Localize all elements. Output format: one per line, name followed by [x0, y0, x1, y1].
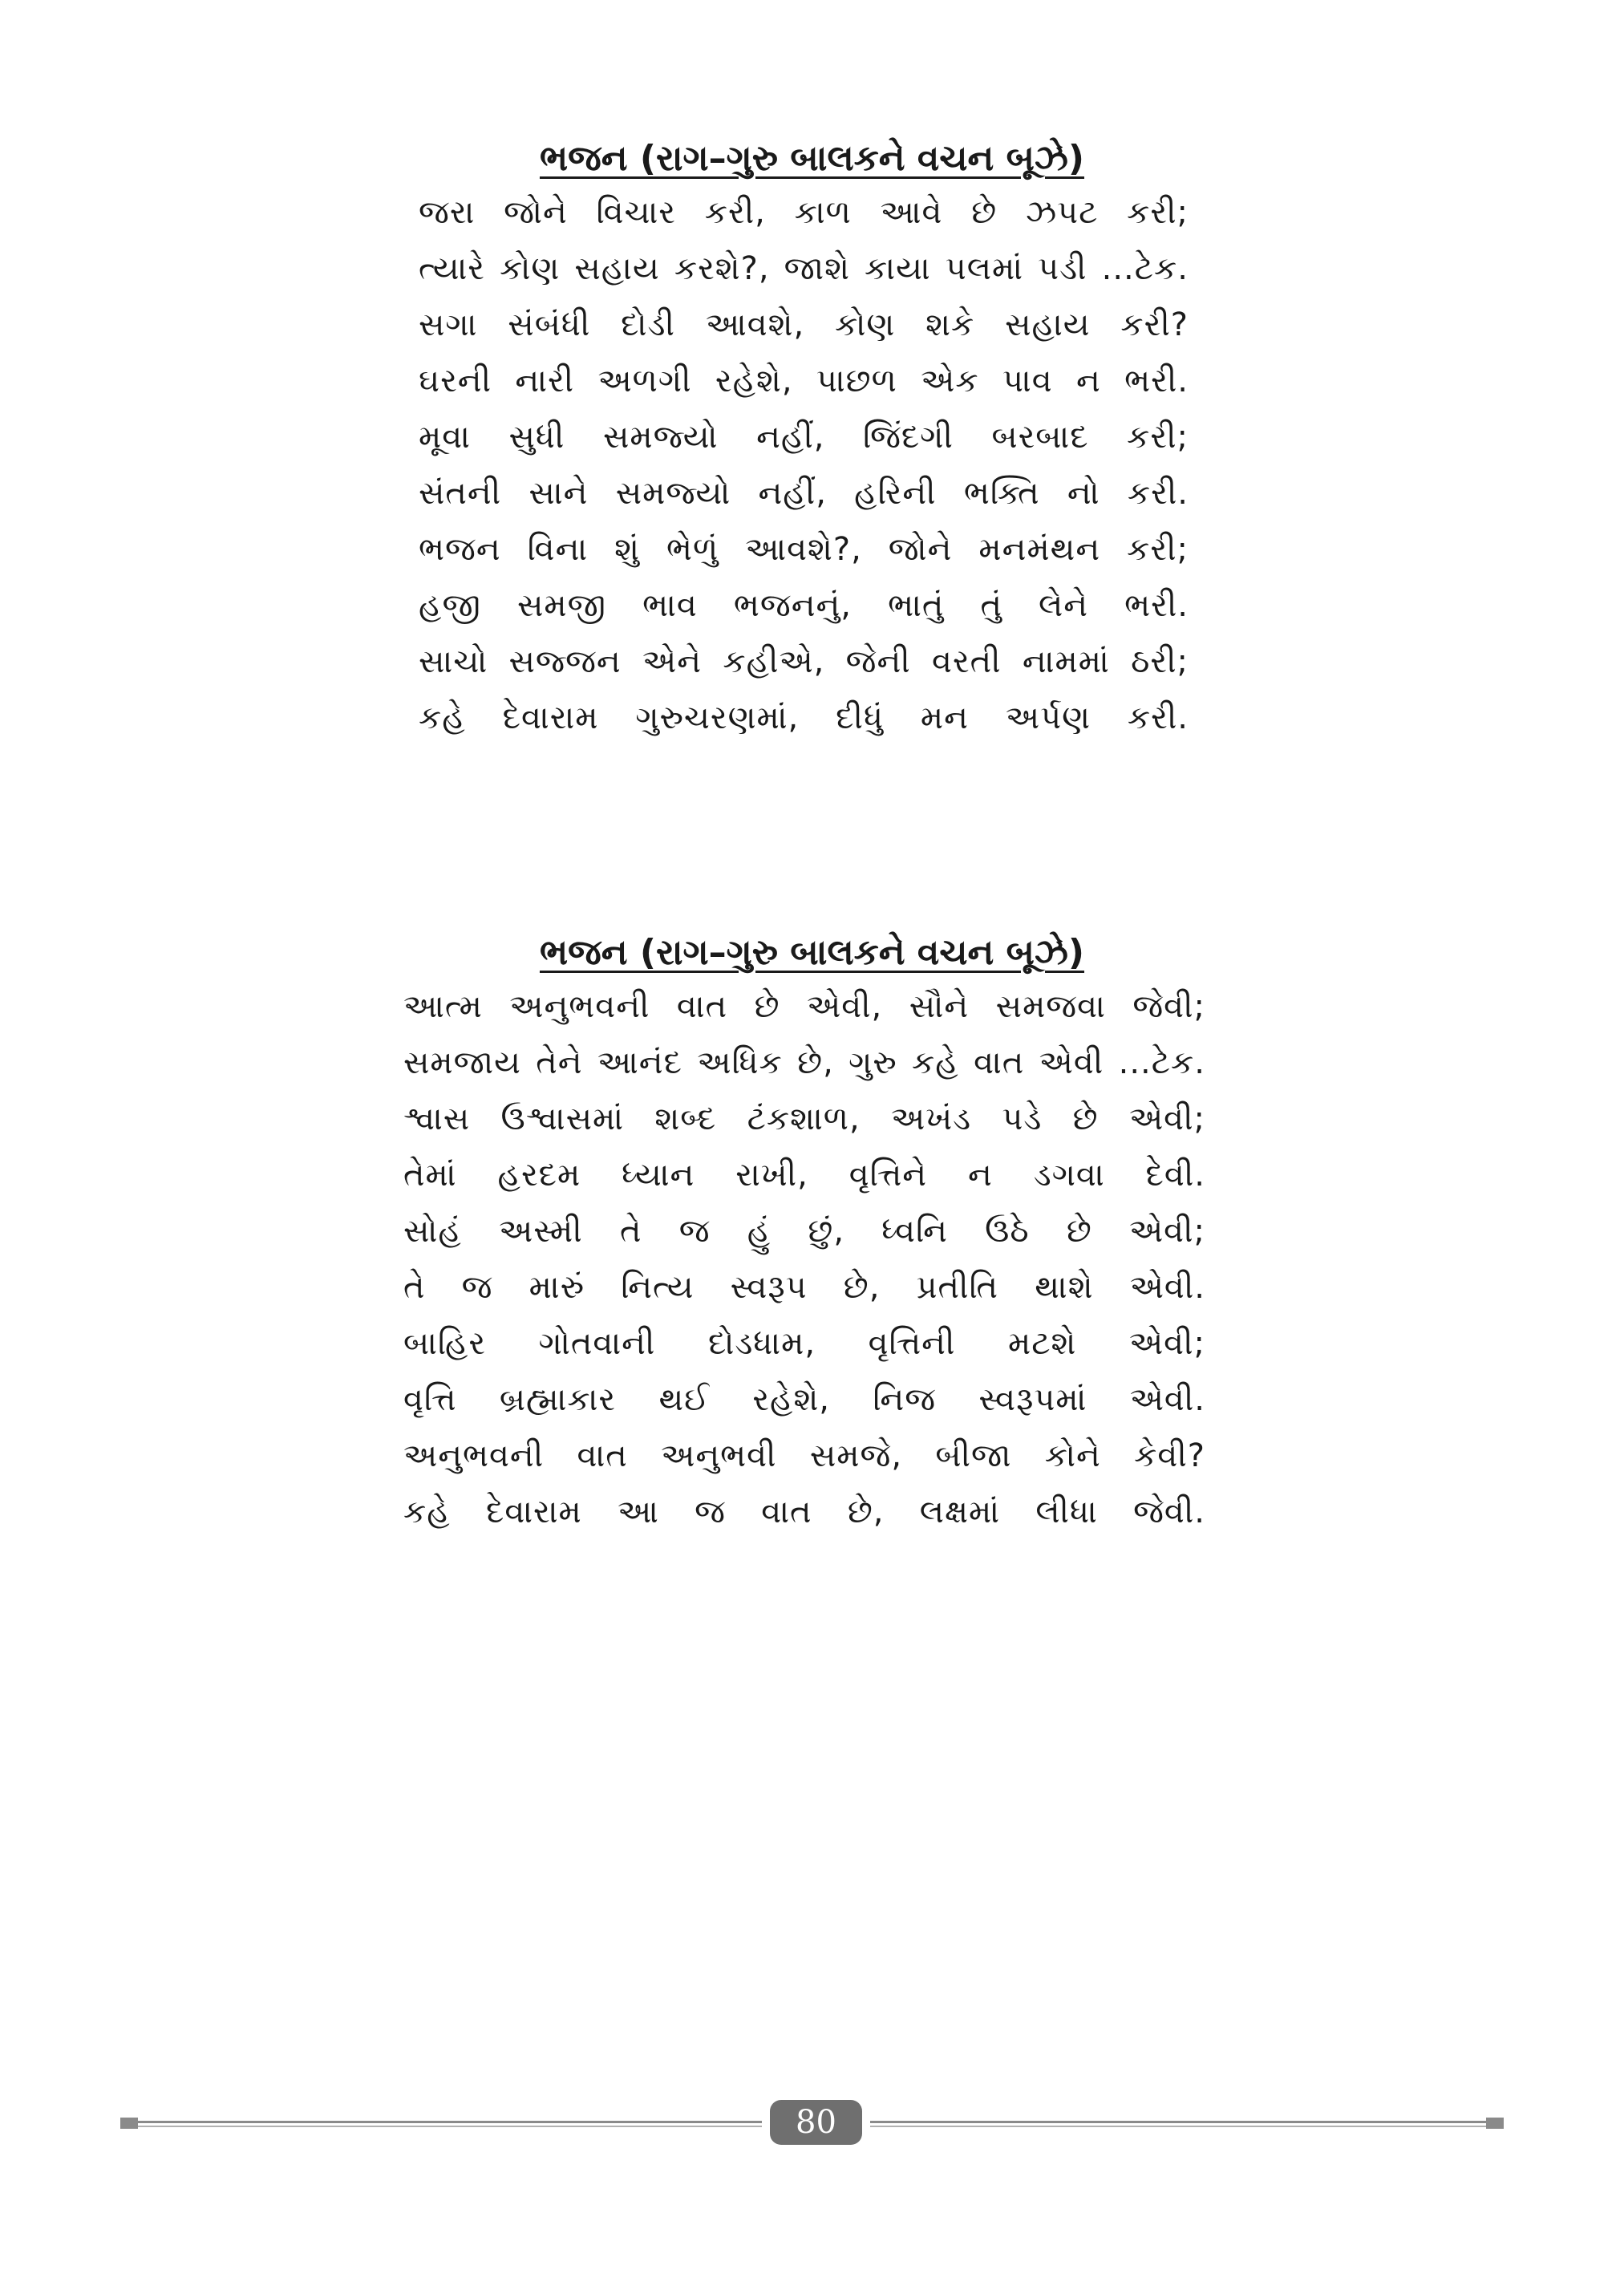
verse-line: આત્મ અનુભવની વાત છે એવી, સૌને સમજવા જેવી; [403, 988, 1205, 1025]
verse-line: અનુભવની વાત અનુભવી સમજે, બીજા કોને કેવી? [403, 1437, 1205, 1474]
bhajan-title: ભજન (રાગ–ગુરુ બાલકને વચન બૂઝે) [539, 932, 1085, 973]
bhajan-section-1 [0, 135, 1624, 746]
verse-line: ઘરની નારી અળગી રહેશે, પાછળ એક પાવ ન ભરી. [419, 363, 1189, 399]
footer-rule-left [120, 2118, 762, 2129]
verse-line: સમજાય તેને આનંદ અધિક છે, ગુરુ કહે વાત એવી ...ટેક. [403, 1044, 1205, 1081]
verse-line: સંતની સાને સમજ્યો નહીં, હરિની ભક્તિ નો કરી. [419, 475, 1189, 512]
verse-line: સગા સંબંધી દોડી આવશે, કોણ શકે સહાય કરી? [419, 306, 1189, 343]
verse-line: ભજન વિના શું ભેળું આવશે?, જોને મનમંથન કરી; [419, 531, 1189, 568]
verse-line: જરા જોને વિચાર કરી, કાળ આવે છે ઝપટ કરી; [419, 194, 1189, 231]
verse-line: મૂવા સુધી સમજ્યો નહીં, જિંદગી બરબાદ કરી; [419, 419, 1189, 456]
verse-line: હજી સમજી ભાવ ભજનનું, ભાતું તું લેને ભરી. [419, 587, 1189, 624]
page-number: 80 [770, 2100, 862, 2145]
verse-line: તે જ મારું નિત્ય સ્વરૂપ છે, પ્રતીતિ થાશે એવી. [403, 1269, 1205, 1306]
rule-end-block [1486, 2118, 1504, 2129]
page-footer [120, 2100, 1504, 2148]
verse-line: કહે દેવારામ આ જ વાત છે, લક્ષમાં લીધા જેવી. [403, 1494, 1205, 1530]
bhajan-verse [419, 184, 1189, 746]
rule-end-block [120, 2118, 138, 2129]
verse-line: ત્યારે કોણ સહાય કરશે?, જાશે કાયા પલમાં પડી ...ટેક. [419, 250, 1189, 287]
footer-rule-right [870, 2118, 1504, 2129]
verse-line: શ્વાસ ઉશ્વાસમાં શબ્દ ટંકશાળ, અખંડ પડે છે એવી; [403, 1100, 1205, 1137]
bhajan-section-2 [0, 929, 1624, 1540]
verse-line: સાચો સજ્જન એને કહીએ, જેની વરતી નામમાં ઠરી; [419, 643, 1189, 680]
verse-line: વૃત્તિ બ્રહ્માકાર થઈ રહેશે, નિજ સ્વરૂપમાં એવી. [403, 1381, 1205, 1418]
bhajan-verse [403, 979, 1205, 1540]
verse-line: બાહિર ગોતવાની દોડધામ, વૃત્તિની મટશે એવી; [403, 1325, 1205, 1362]
verse-line: સોહં અસ્મી તે જ હું છું, ધ્વનિ ઉઠે છે એવી; [403, 1213, 1205, 1250]
verse-line: કહે દેવારામ ગુરુચરણમાં, દીધું મન અર્પણ કરી. [419, 699, 1189, 736]
bhajan-title: ભજન (રાગ–ગુરુ બાલકને વચન બૂઝે) [539, 138, 1085, 179]
verse-line: તેમાં હરદમ ધ્યાન રાખી, વૃત્તિને ન ડગવા દેવી. [403, 1157, 1205, 1194]
